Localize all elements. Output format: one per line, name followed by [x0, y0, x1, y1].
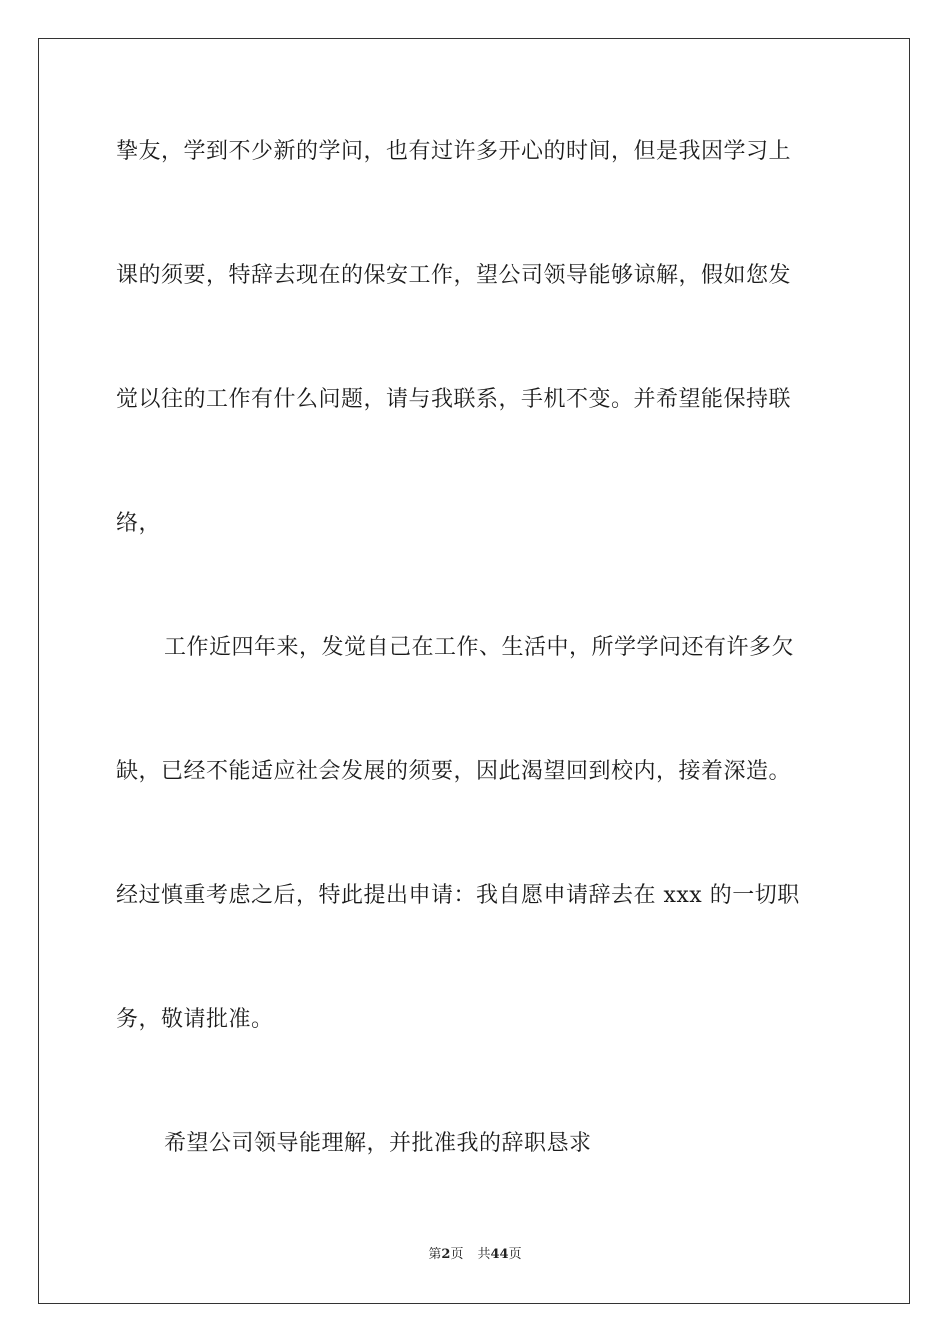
paragraph-start-line: 希望公司领导能理解，并批准我的辞职恳求 [164, 1131, 592, 1156]
total-suffix: 页 [508, 1247, 522, 1262]
page-prefix: 第 [428, 1247, 442, 1262]
body-text-line: 经过慎重考虑之后，特此提出申请：我自愿申请辞去在 xxx 的一切职 [116, 883, 800, 908]
body-text-line: 缺，已经不能适应社会发展的须要，因此渴望回到校内，接着深造。 [116, 759, 792, 784]
body-text-line: 络， [116, 511, 162, 536]
page-suffix: 页 [450, 1247, 464, 1262]
total-prefix: 共 [477, 1247, 491, 1262]
total-pages: 44 [490, 1247, 509, 1262]
body-text-line: 务，敬请批准。 [116, 1007, 274, 1032]
body-text-line: 觉以往的工作有什么问题，请与我联系，手机不变。并希望能保持联 [116, 387, 792, 412]
paragraph-start-line: 工作近四年来，发觉自己在工作、生活中，所学学问还有许多欠 [164, 635, 795, 660]
page-number: 2 [441, 1247, 451, 1262]
page-footer [0, 1246, 950, 1264]
body-text-line: 挚友，学到不少新的学问，也有过许多开心的时间，但是我因学习上 [116, 139, 792, 164]
body-text-line: 课的须要，特辞去现在的保安工作，望公司领导能够谅解，假如您发 [116, 263, 792, 288]
page-border [38, 38, 910, 1304]
